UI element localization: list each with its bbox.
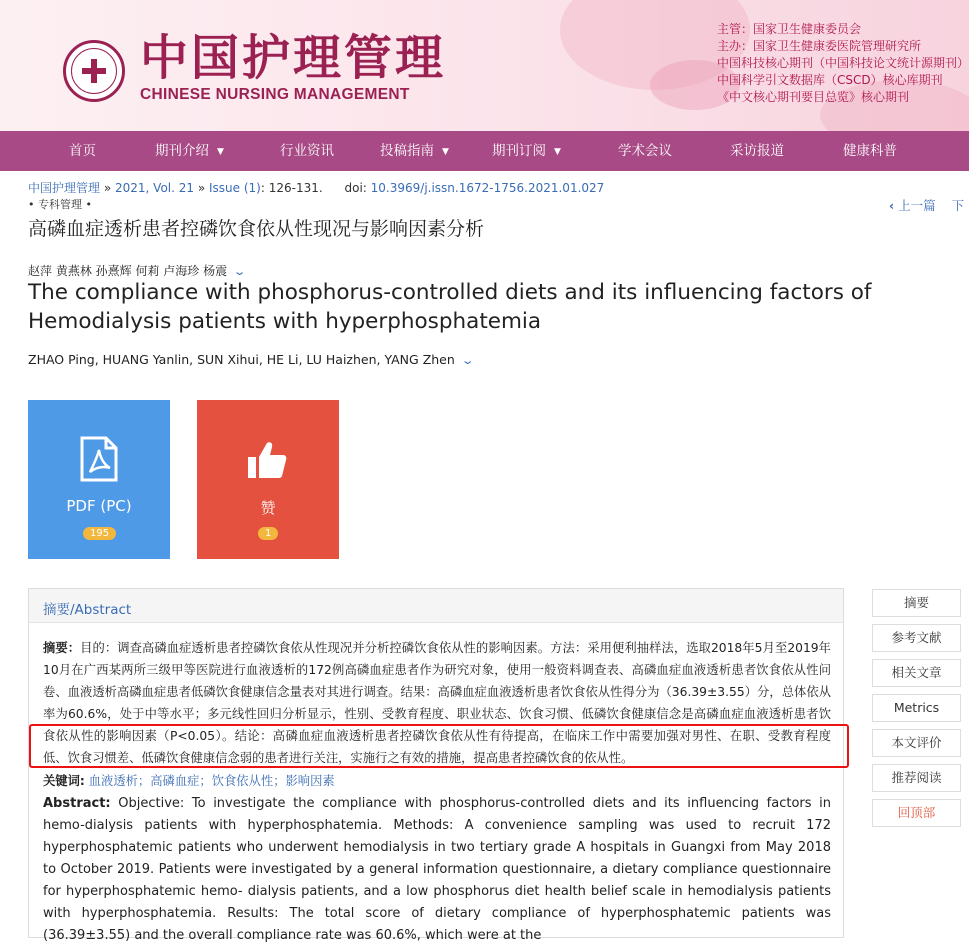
- doi-label: doi:: [344, 181, 371, 195]
- like-tile[interactable]: [197, 400, 339, 559]
- nav-journal-intro[interactable]: 期刊介绍 ▼: [155, 131, 224, 171]
- nav-subscription[interactable]: 期刊订阅 ▼: [492, 131, 561, 171]
- chevron-left-icon: ‹: [889, 198, 895, 213]
- back-to-top-button[interactable]: 回顶部: [872, 799, 961, 827]
- nav-interviews[interactable]: 采访报道: [730, 143, 784, 159]
- nav-conferences[interactable]: 学术会议: [618, 143, 672, 159]
- sponsor-line: 主办：国家卫生健康委医院管理研究所: [717, 39, 922, 53]
- column-tag: • 专科管理 •: [28, 198, 92, 211]
- nav-health-science[interactable]: 健康科普: [843, 143, 897, 159]
- side-nav-references[interactable]: 参考文献: [872, 624, 961, 652]
- journal-title-en: CHINESE NURSING MANAGEMENT: [140, 86, 410, 103]
- side-nav-recommended[interactable]: 推荐阅读: [872, 764, 961, 792]
- pdf-tile-label: PDF (PC): [66, 497, 132, 515]
- highlight-box: [29, 724, 849, 768]
- pdf-file-icon: [78, 436, 120, 482]
- authors-cn: 赵萍 黄燕林 孙熹辉 何莉 卢海珍 杨震 ⌄: [28, 264, 247, 278]
- caret-down-icon: ▼: [442, 147, 449, 157]
- article-title-cn: 高磷血症透析患者控磷饮食依从性现况与影响因素分析: [28, 218, 485, 240]
- main-nav: [0, 131, 969, 171]
- pdf-download-tile[interactable]: [28, 400, 170, 559]
- caret-down-icon: ▼: [554, 147, 561, 157]
- breadcrumb-journal-link[interactable]: 中国护理管理: [28, 181, 101, 195]
- pdf-download-count: 195: [83, 527, 116, 540]
- abstract-en: Abstract: Objective: To investigate the compliance with phosphorus-controlled diets and its influencing factors in hemo-dialysis patients with hyperphosphatemia. Methods: A convenience sampling was used to recruit 172 hyperphosphatemic patients who underwent hemodialysis in two tertiary grade A hospitals in Guangxi from May 2018 to October 2019. Patients were investigated by a general information questionnaire, a dietary compliance questionnaire for hyperphosphatemic hemo- dialysis patients, and a low phosphorus diet health belief scale in hemodialysis patients with hyperphosphatemia. Results: The total score of dietary compliance of hyperphosphatemic patients was (36.39±3.55) and the overall compliance rate was 60.6%, which were at the: [43, 796, 831, 943]
- like-count: 1: [258, 527, 278, 540]
- next-article-link[interactable]: 下: [951, 198, 965, 213]
- chevron-down-icon[interactable]: ⌄: [460, 354, 475, 367]
- like-tile-label: 赞: [260, 499, 276, 517]
- article-title-en: The compliance with phosphorus-controlled diets and its influencing factors of Hemodialysis patients with hyperphosphatemia: [28, 280, 872, 334]
- sponsor-line: 《中文核心期刊要目总览》核心期刊: [717, 90, 910, 104]
- prev-article-link[interactable]: ‹ 上一篇: [889, 198, 936, 213]
- breadcrumb-volume-link[interactable]: 2021, Vol. 21: [115, 181, 195, 195]
- journal-title-cn: 中国护理管理: [140, 30, 447, 86]
- doi-link[interactable]: 10.3969/j.issn.1672-1756.2021.01.027: [370, 181, 605, 195]
- keyword-links[interactable]: 血液透析；高磷血症；饮食依从性；影响因素: [88, 774, 335, 788]
- journal-logo[interactable]: [63, 40, 125, 102]
- sponsor-line: 中国科技核心期刊（中国科技论文统计源期刊）: [717, 56, 969, 70]
- abstract-cn: 摘要：目的：调查高磷血症透析患者控磷饮食依从性现况并分析控磷饮食依从性的影响因素。方法：采用便利抽样法，选取2018年5月至2019年10月在广西某两所三级甲等医院进行血液透析的172例高磷血症患者作为研究对象，使用一般资料调查表、高磷血症血液透析患者饮食依从性问卷、血液透析高磷血症患者低磷饮食健康信念量表对其进行调查。结果：高磷血症血液透析患者饮食依从性得分为（36.39±3.55）分，总体依从率为60.6%，处于中等水平；多元线性回归分析显示，性别、受教育程度、职业状态、饮食习惯、低磷饮食健康信念是高磷血症血液透析患者饮食依从性的影响因素（P<0.05）。结论：高磷血症血液透析患者控磷饮食依从性有待提高，在临床工作中需要加强对男性、在职、受教育程度低、饮食习惯差、低磷饮食健康信念弱的患者进行关注，实施行之有效的措施，提高患者控磷饮食的依从性。: [43, 641, 831, 765]
- nav-home[interactable]: 首页: [69, 143, 96, 159]
- keywords: 关键词: 血液透析；高磷血症；饮食依从性；影响因素: [43, 774, 335, 788]
- thumbs-up-icon: [246, 440, 288, 480]
- sponsor-line: 中国科学引文数据库（CSCD）核心库期刊: [717, 73, 943, 87]
- journal-sponsors: [717, 21, 969, 106]
- prev-next-nav: [889, 196, 964, 214]
- site-header: [0, 0, 969, 131]
- nav-industry-news[interactable]: 行业资讯: [280, 143, 334, 159]
- sponsor-line: 主管：国家卫生健康委员会: [717, 22, 862, 36]
- abstract-header: 摘要/Abstract: [29, 589, 843, 623]
- side-nav-metrics[interactable]: Metrics: [872, 694, 961, 722]
- nav-submission-guide[interactable]: 投稿指南 ▼: [380, 131, 449, 171]
- breadcrumb: 中国护理管理 » 2021, Vol. 21 » Issue (1): 126-131. doi: 10.3969/j.issn.1672-1756.2021.01.027: [28, 181, 605, 195]
- chevron-down-icon[interactable]: ⌄: [232, 265, 247, 278]
- side-nav-review[interactable]: 本文评价: [872, 729, 961, 757]
- side-nav-abstract[interactable]: 摘要: [872, 589, 961, 617]
- caret-down-icon: ▼: [217, 147, 224, 157]
- authors-en: ZHAO Ping, HUANG Yanlin, SUN Xihui, HE Li, LU Haizhen, YANG Zhen ⌄: [28, 352, 475, 367]
- side-nav-related[interactable]: 相关文章: [872, 659, 961, 687]
- breadcrumb-issue-link[interactable]: Issue (1): [209, 181, 261, 195]
- breadcrumb-pages: : 126-131.: [260, 181, 323, 195]
